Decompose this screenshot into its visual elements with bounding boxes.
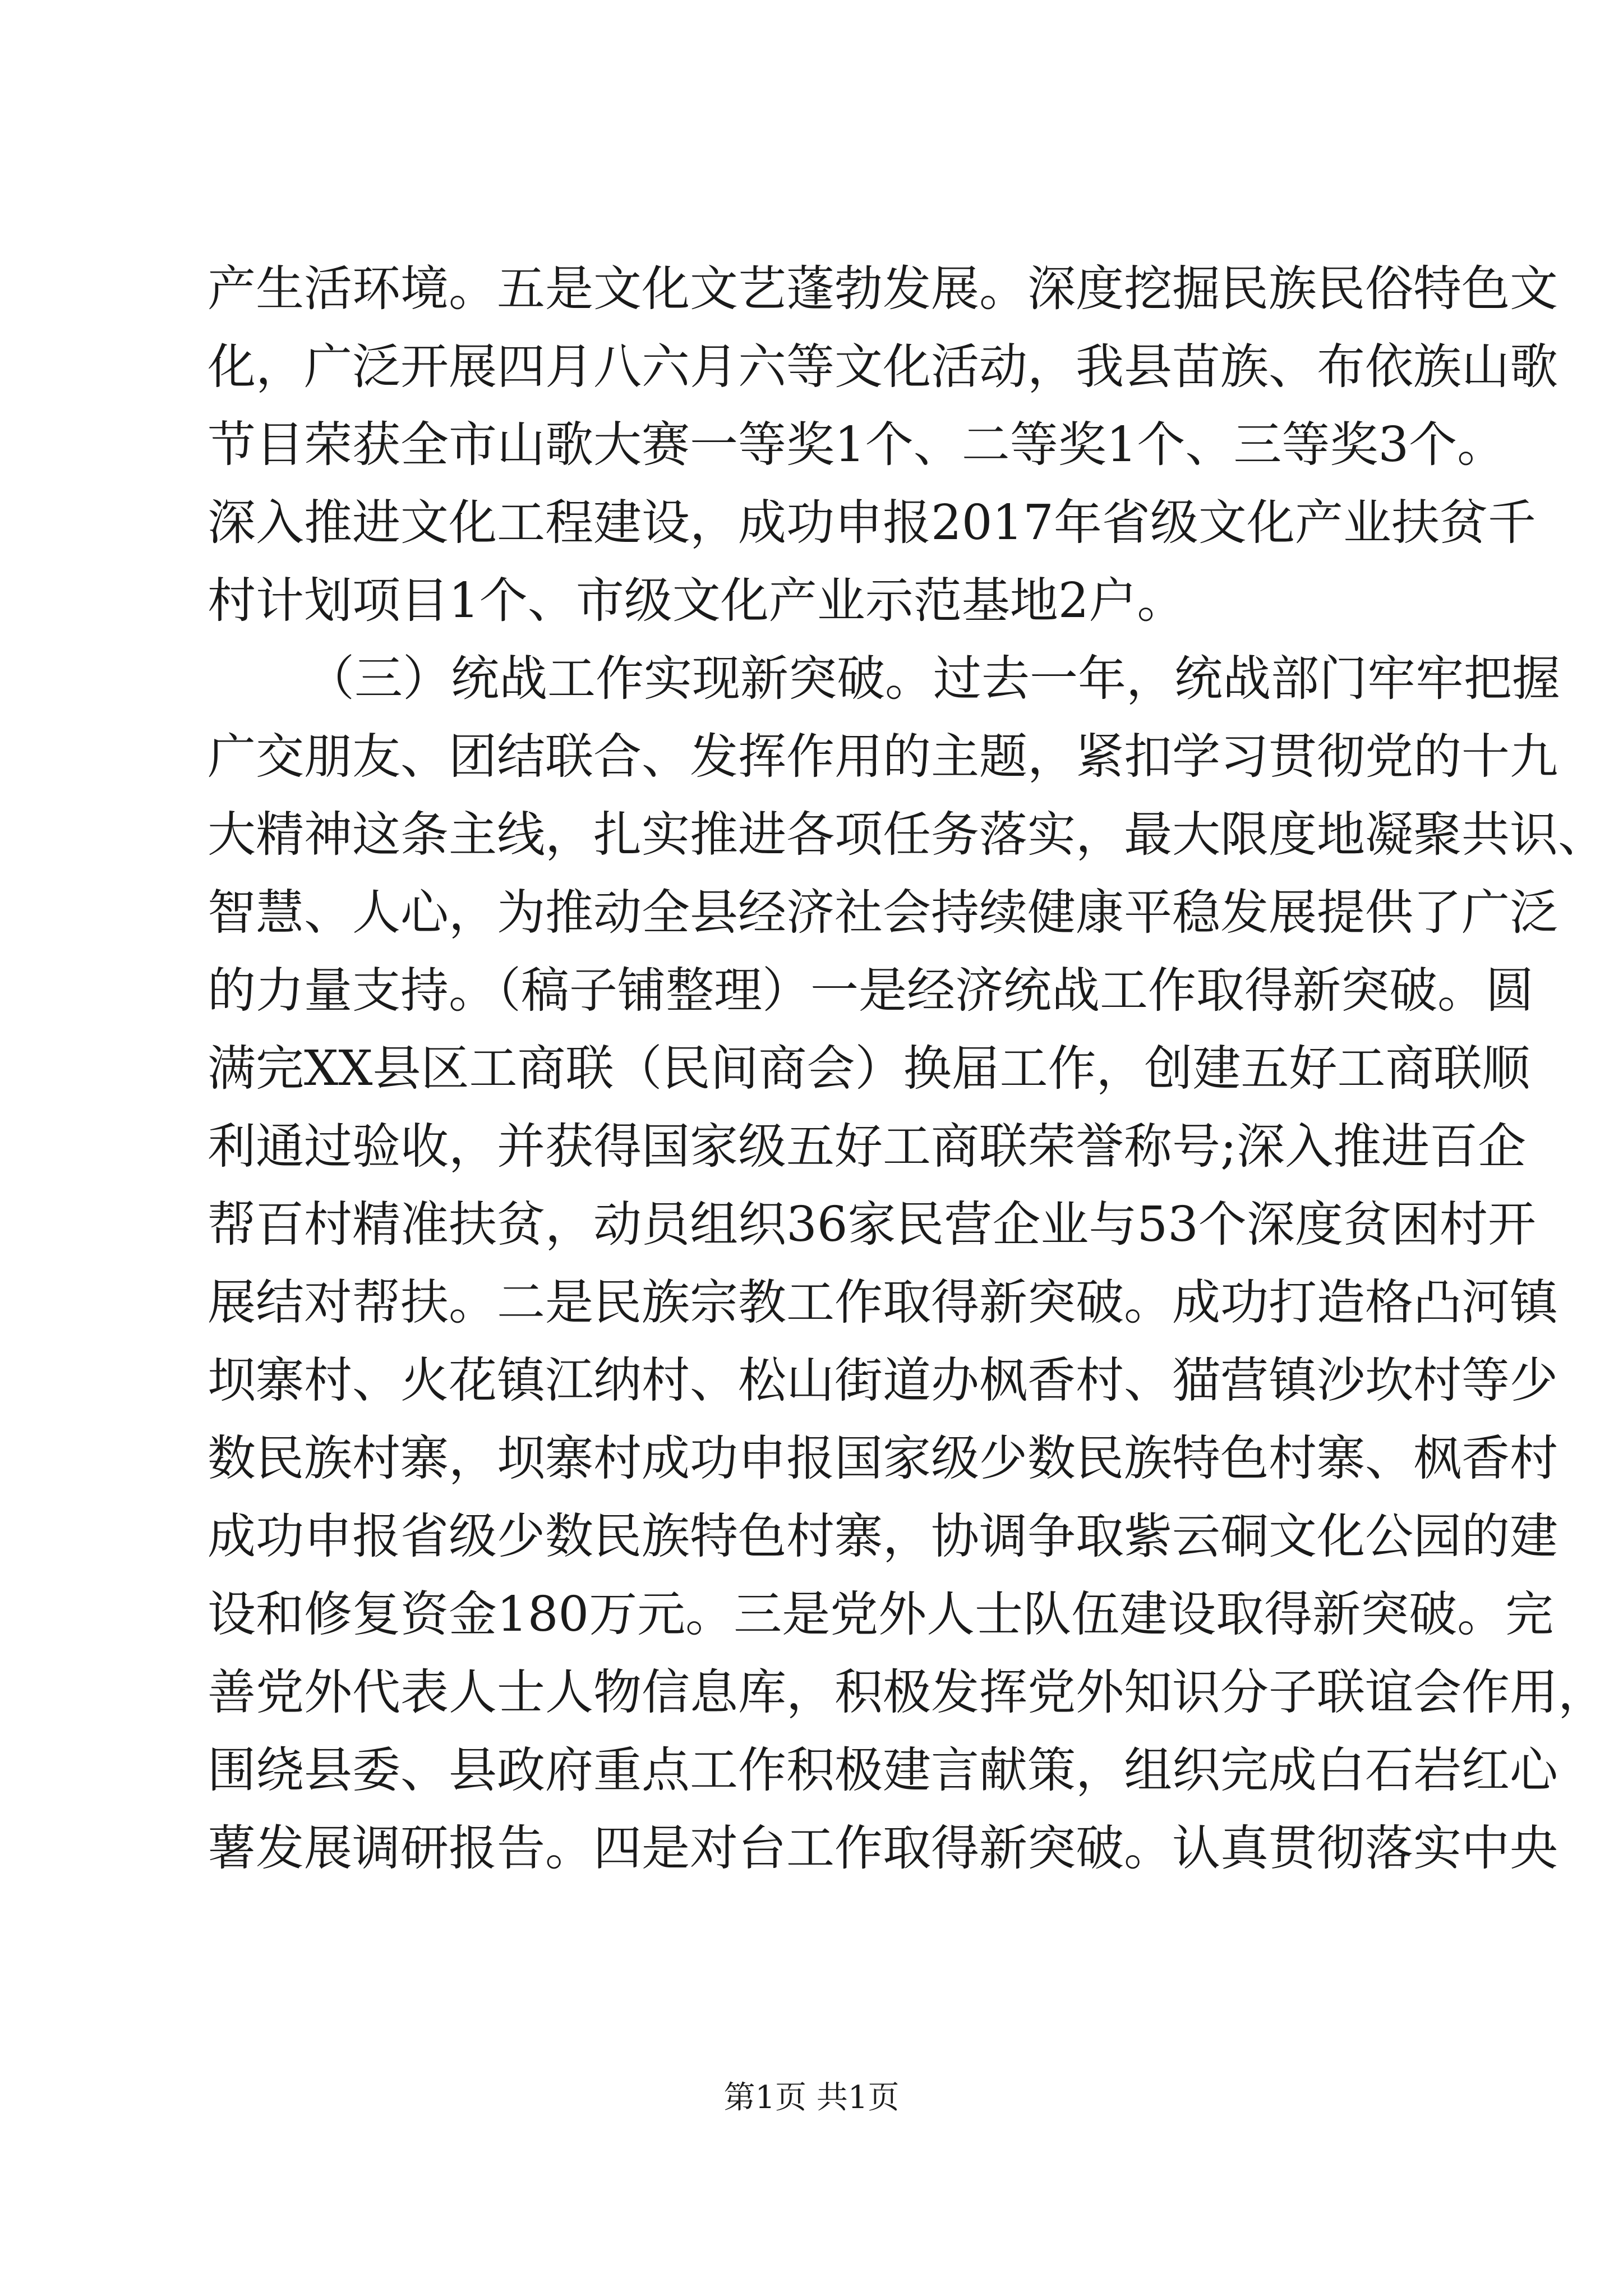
text-line: 成功申报省级少数民族特色村寨，协调争取紫云硐文化公园的建 xyxy=(208,1508,1558,1565)
text-line: 设和修复资金180万元。三是党外人士队伍建设取得新突破。完 xyxy=(208,1586,1554,1642)
text-line: 数民族村寨，坝寨村成功申报国家级少数民族特色村寨、枫香村 xyxy=(208,1430,1558,1487)
text-line: 智慧、人心，为推动全县经济社会持续健康平稳发展提供了广泛 xyxy=(208,885,1558,941)
text-line: 村计划项目1个、市级文化产业示范基地2户。 xyxy=(208,573,1186,629)
text-line: 深入推进文化工程建设，成功申报2017年省级文化产业扶贫千 xyxy=(208,495,1536,551)
text-line: 广交朋友、团结联合、发挥作用的主题，紧扣学习贯彻党的十九 xyxy=(208,729,1558,785)
text-line: 围绕县委、县政府重点工作积极建言献策，组织完成白石岩红心 xyxy=(208,1742,1558,1798)
text-line: 产生活环境。五是文化文艺蓬勃发展。深度挖掘民族民俗特色文 xyxy=(208,261,1558,317)
text-line: 帮百村精准扶贫，动员组织36家民营企业与53个深度贫困村开 xyxy=(208,1197,1536,1253)
text-line: 善党外代表人士人物信息库，积极发挥党外知识分子联谊会作用， xyxy=(208,1664,1606,1720)
text-line: 展结对帮扶。二是民族宗教工作取得新突破。成功打造格凸河镇 xyxy=(208,1274,1558,1331)
text-line: 节目荣获全市山歌大赛一等奖1个、二等奖1个、三等奖3个。 xyxy=(208,417,1506,473)
page-number-footer: 第1页 共1页 xyxy=(723,2079,900,2116)
text-line: 坝寨村、火花镇江纳村、松山街道办枫香村、猫营镇沙坎村等少 xyxy=(208,1352,1558,1409)
section-heading-line: （三）统战工作实现新突破。过去一年，统战部门牢牢把握 xyxy=(306,651,1560,707)
text-line: 的力量支持。（稿子铺整理）一是经济统战工作取得新突破。圆 xyxy=(208,963,1534,1019)
text-line: 大精神这条主线，扎实推进各项任务落实，最大限度地凝聚共识、 xyxy=(208,807,1606,863)
text-line: 化，广泛开展四月八六月六等文化活动，我县苗族、布依族山歌 xyxy=(208,339,1558,395)
text-line: 满完XX县区工商联（民间商会）换届工作，创建五好工商联顺 xyxy=(208,1041,1530,1097)
text-line: 薯发展调研报告。四是对台工作取得新突破。认真贯彻落实中央 xyxy=(208,1820,1558,1876)
text-line: 利通过验收，并获得国家级五好工商联荣誉称号;深入推进百企 xyxy=(208,1119,1526,1175)
